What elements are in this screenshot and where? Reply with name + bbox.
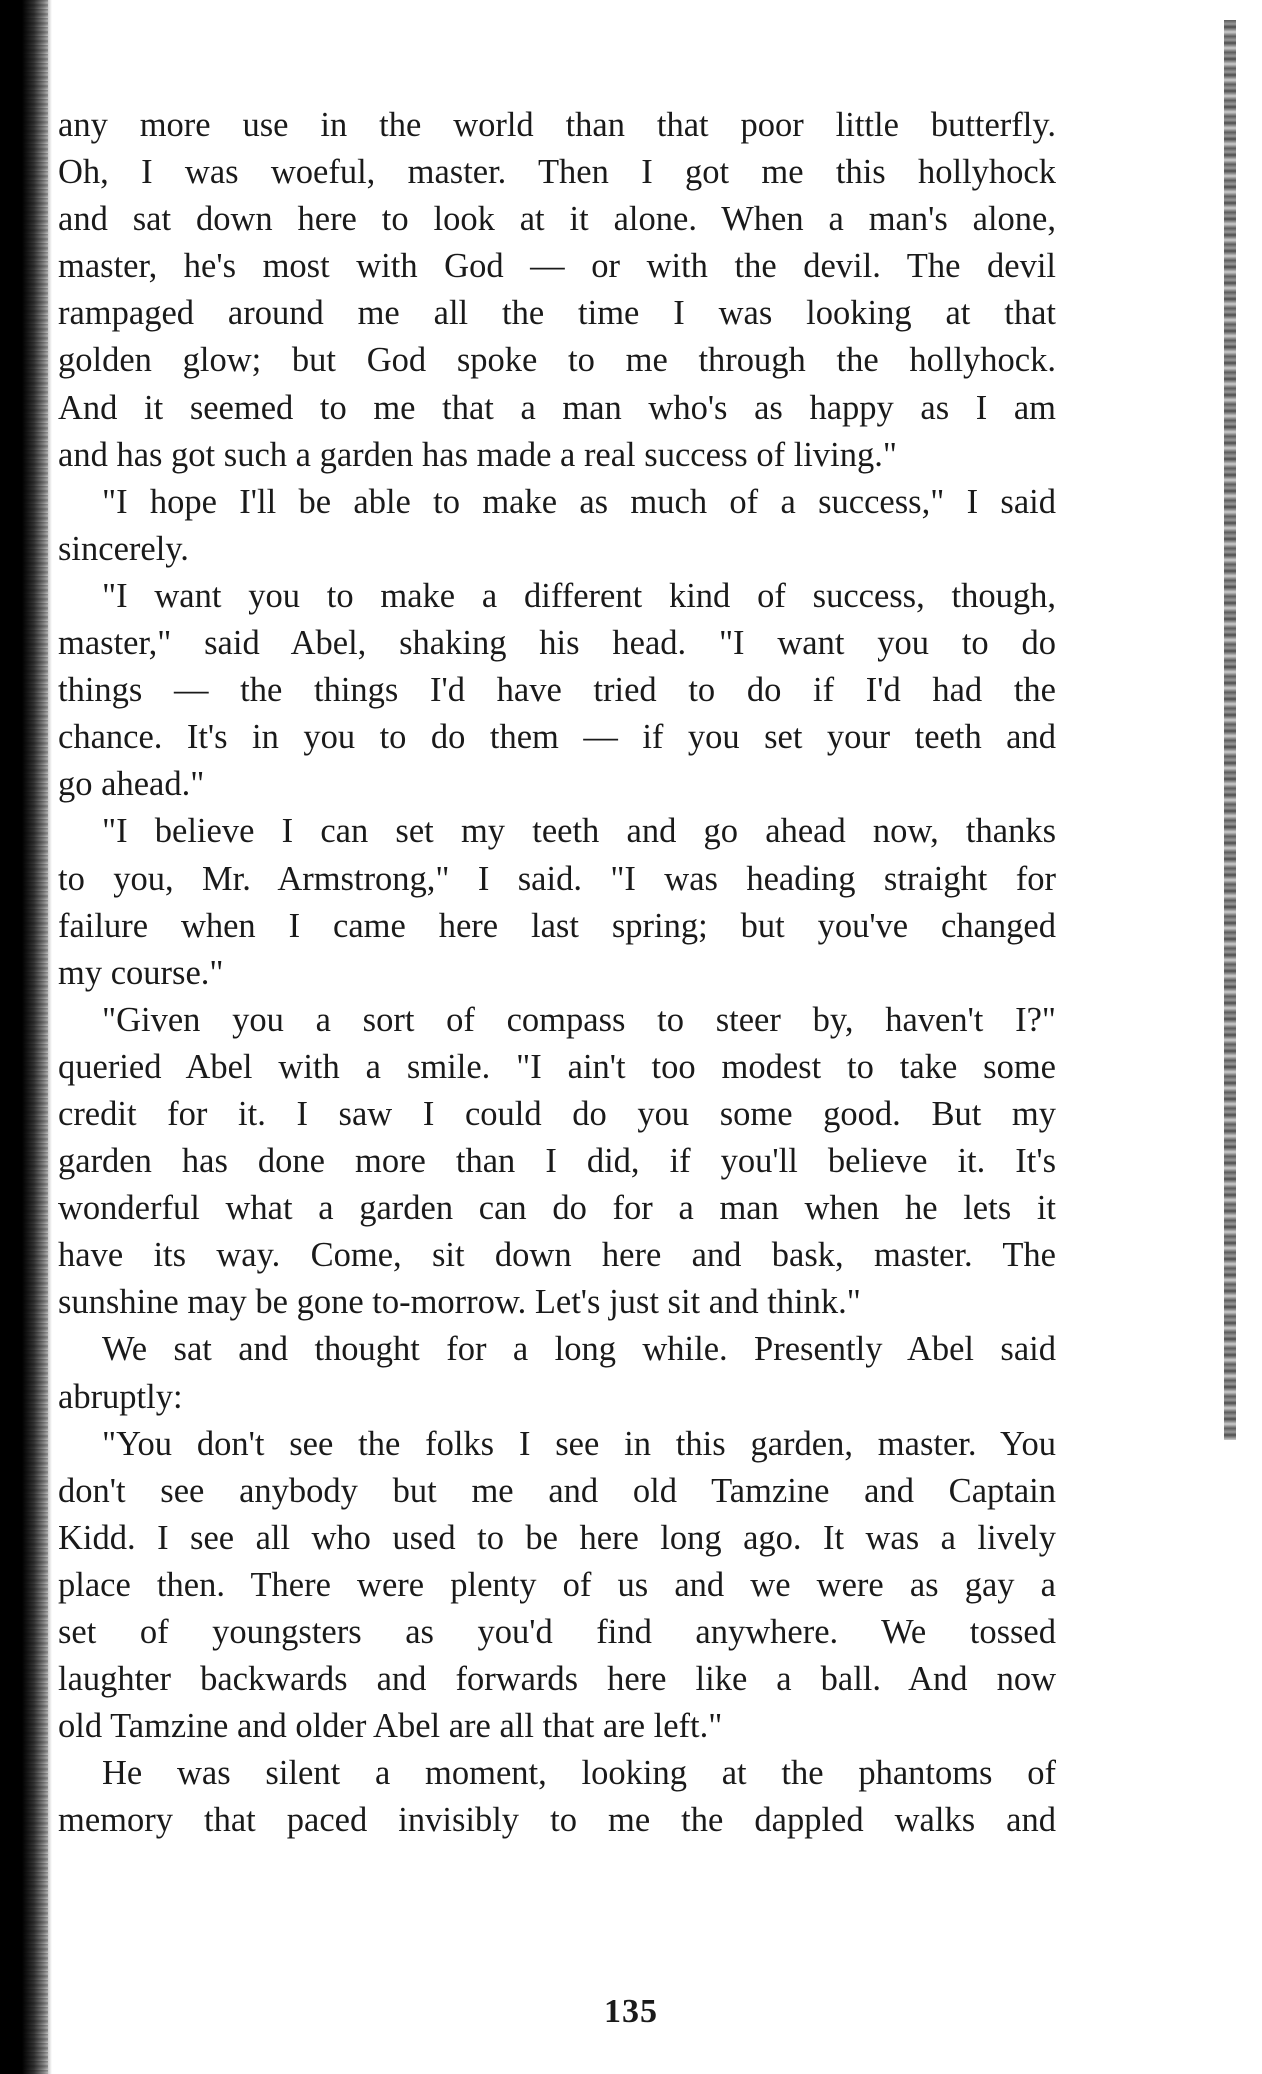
text-line: master, he's most with God — or with the devil. The devil [58,247,1056,286]
text-line: rampaged around me all the time I was looking at that [58,294,1056,333]
text-line: and has got such a garden has made a real success of living." [58,435,897,474]
text-line: master," said Abel, shaking his head. "I want you to do [58,624,1056,663]
text-line: Oh, I was woeful, master. Then I got me this hollyhock [58,153,1056,192]
text-line: chance. It's in you to do them — if you set your teeth and [58,718,1056,757]
text-line: sunshine may be gone to-morrow. Let's just sit and think." [58,1283,861,1322]
text-line: He was silent a moment, looking at the phantoms of [102,1754,1056,1793]
text-line: abruptly: [58,1377,183,1416]
text-line: things — the things I'd have tried to do if I'd had the [58,671,1056,710]
text-line: We sat and thought for a long while. Presently Abel said [102,1330,1056,1369]
text-line: "I want you to make a different kind of success, though, [102,576,1056,615]
text-line: old Tamzine and older Abel are all that are left." [58,1707,723,1746]
text-line: laughter backwards and forwards here like a ball. And now [58,1660,1056,1699]
text-line: don't see anybody but me and old Tamzine and Captain [58,1471,1056,1510]
scan-shadow-left [0,0,52,2074]
text-line: to you, Mr. Armstrong," I said. "I was heading straight for [58,859,1056,898]
text-line: place then. There were plenty of us and we were as gay a [58,1565,1056,1604]
page-number: 135 [604,1993,658,2030]
text-line: sincerely. [58,529,189,568]
text-line: Kidd. I see all who used to be here long ago. It was a lively [58,1518,1056,1557]
text-line: "Given you a sort of compass to steer by, haven't I?" [102,1000,1056,1039]
scan-shadow-right [1224,20,1236,1440]
text-line: queried Abel with a smile. "I ain't too modest to take some [58,1047,1056,1086]
text-line: "I hope I'll be able to make as much of a success," I said [102,482,1056,521]
text-line: have its way. Come, sit down here and bask, master. The [58,1236,1056,1275]
text-line: And it seemed to me that a man who's as happy as I am [58,388,1056,427]
text-line: any more use in the world than that poor little butterfly. [58,106,1056,144]
text-line: my course." [58,953,224,992]
text-line: golden glow; but God spoke to me through the hollyhock. [58,341,1056,380]
text-line: memory that paced invisibly to me the dappled walks and [58,1801,1056,1840]
text-line: "You don't see the folks I see in this garden, master. You [102,1424,1056,1463]
text-line: credit for it. I saw I could do you some good. But my [58,1094,1056,1133]
text-line: and sat down here to look at it alone. When a man's alone, [58,200,1056,239]
page-body-text [58,102,1056,1844]
text-line: "I believe I can set my teeth and go ahead now, thanks [102,812,1056,851]
text-line: set of youngsters as you'd find anywhere. We tossed [58,1613,1056,1651]
text-line: failure when I came here last spring; but you've changed [58,906,1056,945]
text-line: wonderful what a garden can do for a man when he lets it [58,1189,1056,1228]
text-line: garden has done more than I did, if you'll believe it. It's [58,1142,1056,1181]
text-line: go ahead." [58,765,205,804]
